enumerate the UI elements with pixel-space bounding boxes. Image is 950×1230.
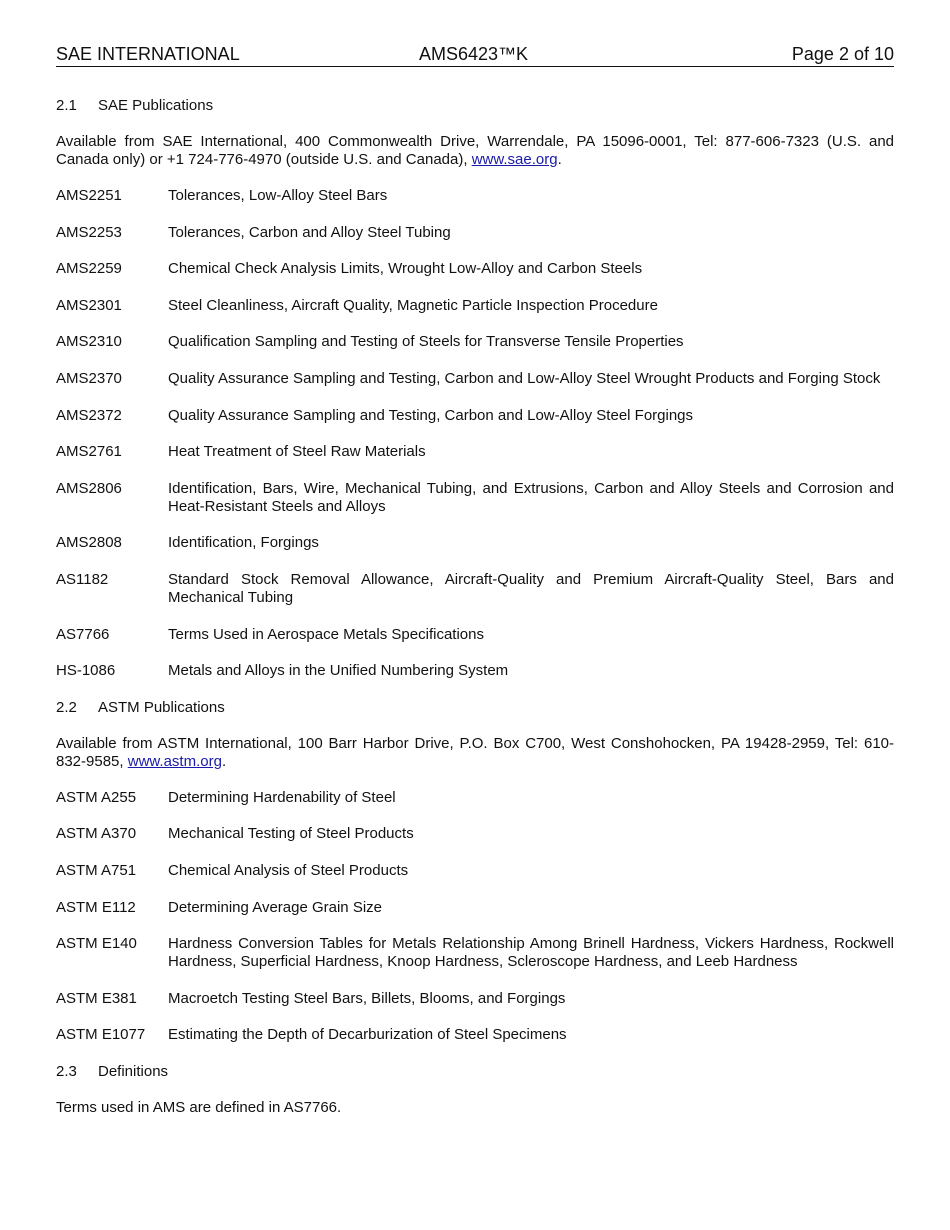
section-number: 2.2	[56, 698, 77, 716]
section-heading-definitions	[56, 1063, 894, 1081]
reference-title: Heat Treatment of Steel Raw Materials	[168, 443, 426, 461]
section-title: Definitions	[98, 1062, 169, 1080]
reference-code: AMS2808	[56, 534, 122, 552]
reference-item	[56, 935, 894, 971]
reference-item	[56, 662, 894, 680]
reference-title: Quality Assurance Sampling and Testing, Carbon and Low-Alloy Steel Forgings	[168, 406, 694, 424]
reference-item	[56, 187, 894, 205]
reference-code: AMS2310	[56, 333, 122, 351]
reference-item	[56, 571, 894, 607]
sae-availability-paragraph	[56, 133, 894, 169]
reference-code: AMS2251	[56, 187, 122, 204]
header-document-number: AMS6423™K	[419, 44, 529, 64]
reference-title: Chemical Analysis of Steel Products	[168, 861, 409, 879]
reference-title: Mechanical Testing of Steel Products	[168, 825, 414, 843]
section-number: 2.1	[56, 97, 77, 114]
section-heading-astm	[56, 699, 894, 717]
reference-item	[56, 224, 894, 242]
sae-reference-list	[56, 187, 894, 680]
astm-website-link[interactable]: www.astm.org	[127, 752, 222, 770]
astm-availability-paragraph	[56, 735, 894, 771]
paragraph-text: Available from ASTM International, 100 Barr Harbor Drive, P.O. Box C700, West Conshohocken, PA 19428-2959, Tel: 610-832-9585,	[56, 734, 894, 770]
reference-code: HS-1086	[56, 662, 116, 680]
reference-code: AMS2259	[56, 260, 122, 278]
reference-item	[56, 990, 894, 1008]
header-organization: SAE INTERNATIONAL	[56, 44, 240, 64]
reference-code: AMS2806	[56, 479, 122, 497]
astm-reference-list	[56, 789, 894, 1045]
reference-code: AS1182	[56, 570, 109, 588]
reference-title: Metals and Alloys in the Unified Numbering System	[168, 662, 509, 680]
reference-item	[56, 370, 894, 388]
reference-title: Determining Hardenability of Steel	[168, 788, 396, 806]
header-page-number: Page 2 of 10	[791, 44, 894, 64]
reference-title: Identification, Forgings	[168, 534, 319, 552]
reference-item	[56, 260, 894, 278]
reference-code: ASTM A255	[56, 788, 137, 806]
sae-website-link[interactable]: www.sae.org	[471, 151, 558, 168]
section-heading-sae	[56, 97, 894, 115]
reference-code: ASTM A370	[56, 825, 137, 843]
paragraph-end: .	[557, 151, 562, 168]
reference-title: Estimating the Depth of Decarburization of Steel Specimens	[168, 1026, 567, 1044]
reference-item	[56, 1026, 894, 1044]
reference-code: ASTM E112	[56, 898, 136, 916]
reference-code: ASTM A751	[56, 861, 137, 879]
reference-code: AMS2372	[56, 406, 122, 424]
reference-item	[56, 407, 894, 425]
reference-title: Terms Used in Aerospace Metals Specifications	[168, 625, 484, 643]
paragraph-end: .	[221, 752, 227, 770]
reference-item	[56, 789, 894, 807]
reference-item	[56, 443, 894, 461]
reference-code: AMS2301	[56, 296, 122, 314]
reference-title: Tolerances, Low-Alloy Steel Bars	[168, 187, 388, 204]
reference-item	[56, 899, 894, 917]
reference-code: ASTM E1077	[56, 1026, 146, 1044]
page-content	[56, 97, 894, 1135]
paragraph-text: Available from SAE International, 400 Commonwealth Drive, Warrendale, PA 15096-0001, Tel: 877-606-7323 (U.S. and Canada only) or +1 724-776-4970 (outside U.S. and Canada),	[56, 133, 894, 168]
reference-code: AMS2253	[56, 223, 122, 241]
definitions-paragraph: Terms used in AMS are defined in AS7766.	[56, 1098, 342, 1116]
reference-code: AMS2761	[56, 443, 122, 461]
section-title: ASTM Publications	[98, 698, 225, 716]
reference-item	[56, 862, 894, 880]
reference-title: Hardness Conversion Tables for Metals Relationship Among Brinell Hardness, Vickers Hardness, Rockwell Hardness, Superficial Hardness, Knoop Hardness, Scleroscope Hardness, and Leeb Hardness	[168, 935, 894, 971]
reference-item	[56, 626, 894, 644]
reference-title: Identification, Bars, Wire, Mechanical Tubing, and Extrusions, Carbon and Alloy Steels and Corrosion and Heat-Resistant Steels and Alloys	[168, 479, 894, 515]
reference-title: Qualification Sampling and Testing of Steels for Transverse Tensile Properties	[168, 333, 684, 351]
reference-code: ASTM E381	[56, 989, 137, 1007]
page-header	[56, 44, 894, 67]
reference-code: AMS2370	[56, 369, 122, 387]
reference-item	[56, 480, 894, 516]
reference-item	[56, 825, 894, 843]
reference-item	[56, 297, 894, 315]
section-title: SAE Publications	[98, 97, 214, 114]
reference-code: ASTM E140	[56, 935, 137, 953]
section-number: 2.3	[56, 1062, 77, 1080]
reference-title: Chemical Check Analysis Limits, Wrought Low-Alloy and Carbon Steels	[168, 260, 643, 278]
reference-title: Tolerances, Carbon and Alloy Steel Tubing	[168, 223, 451, 241]
reference-title: Standard Stock Removal Allowance, Aircraft-Quality and Premium Aircraft-Quality Steel, Bars and Mechanical Tubing	[168, 570, 894, 606]
reference-title: Macroetch Testing Steel Bars, Billets, Blooms, and Forgings	[168, 989, 566, 1007]
reference-item	[56, 333, 894, 351]
reference-title: Quality Assurance Sampling and Testing, Carbon and Low-Alloy Steel Wrought Products and Forging Stock	[168, 369, 881, 387]
reference-title: Steel Cleanliness, Aircraft Quality, Magnetic Particle Inspection Procedure	[168, 296, 658, 314]
reference-item	[56, 534, 894, 552]
reference-code: AS7766	[56, 625, 110, 643]
reference-title: Determining Average Grain Size	[168, 898, 382, 916]
